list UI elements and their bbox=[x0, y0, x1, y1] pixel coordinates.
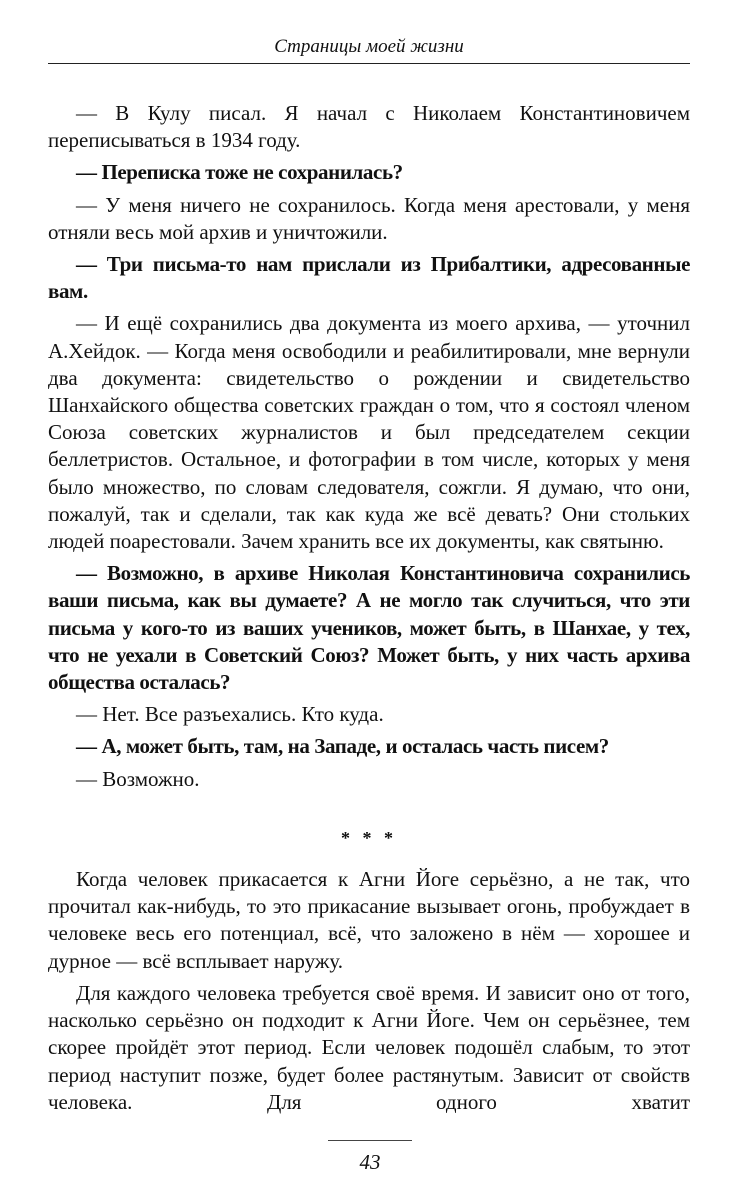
interview-question: — Три письма-то нам прислали из Прибалтики, адресованные вам. bbox=[48, 252, 690, 304]
body-paragraph: Для каждого человека требуется своё время. И зависит оно от того, насколько серьёзно он подходит к Агни Йоге. Чем он серьёзнее, тем скорее пройдёт этот период. Если человек подошёл слабым, то этот период наступит позже, будет более растянутым. Зависит от свойств человека. Для одного хватит bbox=[48, 980, 690, 1114]
section-divider: * * * bbox=[341, 827, 397, 848]
interview-answer: — В Кулу писал. Я начал с Николаем Константиновичем переписываться в 1934 году. bbox=[48, 101, 690, 153]
interview-question: — А, может быть, там, на Западе, и осталась часть писем? bbox=[76, 734, 609, 759]
page-body bbox=[48, 100, 690, 1121]
interview-answer: — Нет. Все разъехались. Кто куда. bbox=[76, 702, 384, 727]
running-header bbox=[48, 30, 690, 64]
body-paragraph: Когда человек прикасается к Агни Йоге серьёзно, а не так, что прочитал как-нибудь, то это прикасание вызывает огонь, пробуждает в человеке весь его потенциал, всё, что заложено в нём — хорошее и дурное — всё всплывает наружу. bbox=[48, 867, 690, 973]
page-number: 43 bbox=[359, 1150, 381, 1174]
interview-answer: — И ещё сохранились два документа из моего архива, — уточнил А.Хейдок. — Когда меня освободили и реабилитировали, мне вернули два документа: свидетельство о рождении и свидетельство Шанхайского общества советских граждан о том, что я состоял членом Союза советских журналистов и был председателем секции беллетристов. Остальное, и фотографии в том числе, которых у меня было множество, по словам следователя, сожгли. Я думаю, что они, пожалуй, так и сделали, так как куда же всё девать? Они стольких людей поарестовали. Зачем хранить все их документы, как святыню. bbox=[48, 311, 690, 554]
interview-question: — Переписка тоже не сохранилась? bbox=[76, 160, 403, 185]
interview-answer: — Возможно. bbox=[76, 766, 200, 791]
interview-answer: — У меня ничего не сохранилось. Когда меня арестовали, у меня отняли весь мой архив и уничтожили. bbox=[48, 192, 690, 244]
footer-rule bbox=[328, 1140, 412, 1141]
running-header-title: Страницы моей жизни bbox=[274, 36, 464, 57]
interview-question: — Возможно, в архиве Николая Константиновича сохранились ваши письма, как вы думаете? А не могло так случиться, что эти письма у кого-то из ваших учеников, может быть, в Шанхае, у тех, что не уехали в Советский Союз? Может быть, у них часть архива общества осталась? bbox=[48, 561, 690, 695]
